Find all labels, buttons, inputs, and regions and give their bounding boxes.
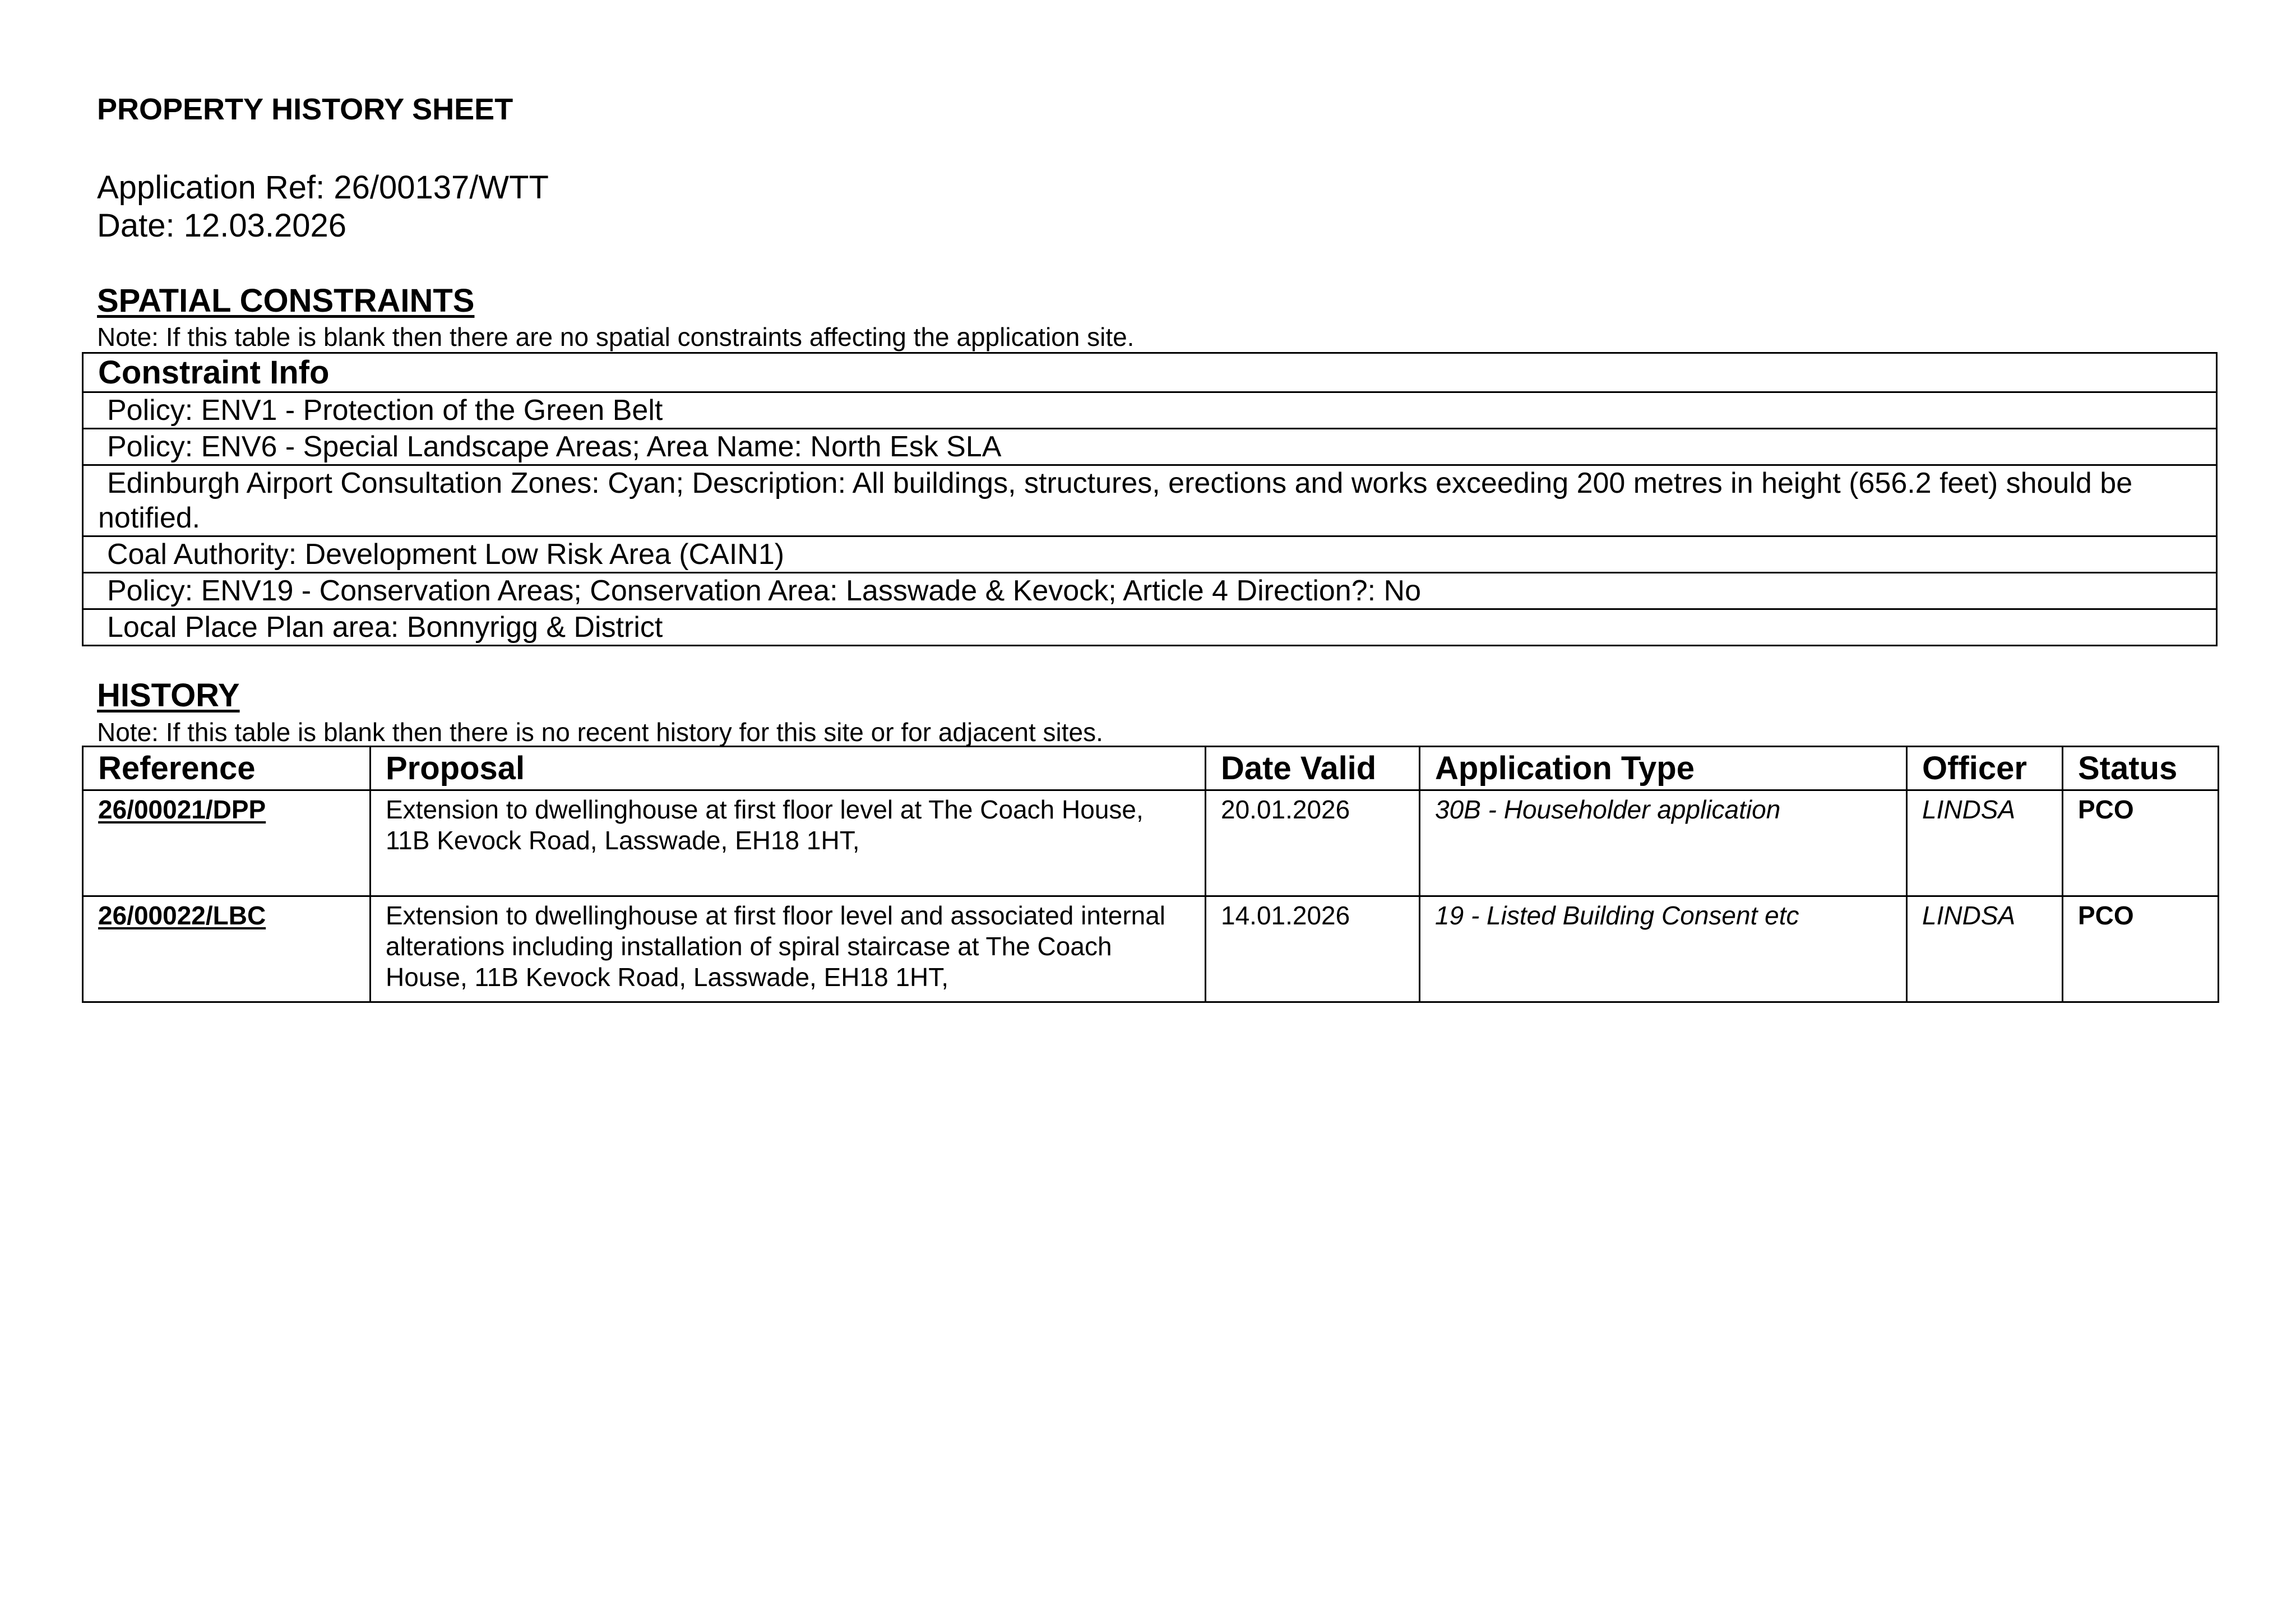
officer-cell: LINDSA bbox=[1907, 790, 2063, 896]
officer-cell: LINDSA bbox=[1907, 896, 2063, 1002]
history-table bbox=[82, 746, 2219, 1003]
constraint-row bbox=[83, 429, 2217, 465]
reference-cell bbox=[83, 896, 371, 1002]
spatial-constraints-heading: SPATIAL CONSTRAINTS bbox=[97, 283, 475, 319]
constraint-text: Policy: ENV6 - Special Landscape Areas; Area Name: North Esk SLA bbox=[107, 431, 1002, 463]
constraint-text: Local Place Plan area: Bonnyrigg & District bbox=[107, 611, 663, 644]
proposal-cell: Extension to dwellinghouse at first floor level and associated internal alterations including installation of spiral staircase at The Coach House, 11B Kevock Road, Lasswade, EH18 1HT, bbox=[371, 896, 1206, 1002]
reference-cell bbox=[83, 790, 371, 896]
document-date: Date: 12.03.2026 bbox=[97, 207, 347, 244]
table-row bbox=[83, 790, 2219, 896]
officer-header: Officer bbox=[1907, 747, 2063, 790]
status-cell: PCO bbox=[2063, 896, 2219, 1002]
constraint-text: Edinburgh Airport Consultation Zones: Cyan; Description: All buildings, structures, erections and works exceeding 200 metres in height (656.2 feet) should be notified. bbox=[98, 467, 2133, 534]
table-row bbox=[83, 896, 2219, 1002]
proposal-header: Proposal bbox=[371, 747, 1206, 790]
date-valid-cell: 14.01.2026 bbox=[1206, 896, 1420, 1002]
application-type-cell: 19 - Listed Building Consent etc bbox=[1420, 896, 1907, 1002]
constraint-text: Policy: ENV19 - Conservation Areas; Conservation Area: Lasswade & Kevock; Article 4 Direction?: No bbox=[107, 575, 1422, 607]
status-cell: PCO bbox=[2063, 790, 2219, 896]
constraint-cell bbox=[83, 465, 2217, 536]
constraint-cell bbox=[83, 429, 2217, 465]
constraint-info-header: Constraint Info bbox=[83, 353, 2217, 392]
spatial-constraints-note: Note: If this table is blank then there are no spatial constraints affecting the application site. bbox=[97, 322, 1135, 351]
proposal-cell: Extension to dwellinghouse at first floor level at The Coach House, 11B Kevock Road, Lasswade, EH18 1HT, bbox=[371, 790, 1206, 896]
application-type-header: Application Type bbox=[1420, 747, 1907, 790]
constraint-row bbox=[83, 536, 2217, 573]
constraint-row bbox=[83, 392, 2217, 429]
page-title: PROPERTY HISTORY SHEET bbox=[97, 92, 513, 126]
status-header: Status bbox=[2063, 747, 2219, 790]
constraint-cell bbox=[83, 573, 2217, 609]
constraint-row bbox=[83, 465, 2217, 536]
reference-link[interactable]: 26/00022/LBC bbox=[98, 901, 266, 930]
constraint-text: Coal Authority: Development Low Risk Area (CAIN1) bbox=[107, 538, 785, 571]
date-valid-cell: 20.01.2026 bbox=[1206, 790, 1420, 896]
constraint-row bbox=[83, 573, 2217, 609]
constraint-row bbox=[83, 609, 2217, 646]
reference-header: Reference bbox=[83, 747, 371, 790]
constraint-cell bbox=[83, 392, 2217, 429]
constraints-header-row bbox=[83, 353, 2217, 392]
constraints-table bbox=[82, 352, 2218, 646]
history-note: Note: If this table is blank then there is no recent history for this site or for adjacent sites. bbox=[97, 718, 1103, 747]
application-type-cell: 30B - Householder application bbox=[1420, 790, 1907, 896]
constraint-cell bbox=[83, 536, 2217, 573]
constraint-cell bbox=[83, 609, 2217, 646]
date-valid-header: Date Valid bbox=[1206, 747, 1420, 790]
history-heading: HISTORY bbox=[97, 677, 240, 714]
constraint-text: Policy: ENV1 - Protection of the Green Belt bbox=[107, 394, 663, 427]
reference-link[interactable]: 26/00021/DPP bbox=[98, 795, 266, 824]
history-header-row bbox=[83, 747, 2219, 790]
application-ref: Application Ref: 26/00137/WTT bbox=[97, 169, 549, 206]
